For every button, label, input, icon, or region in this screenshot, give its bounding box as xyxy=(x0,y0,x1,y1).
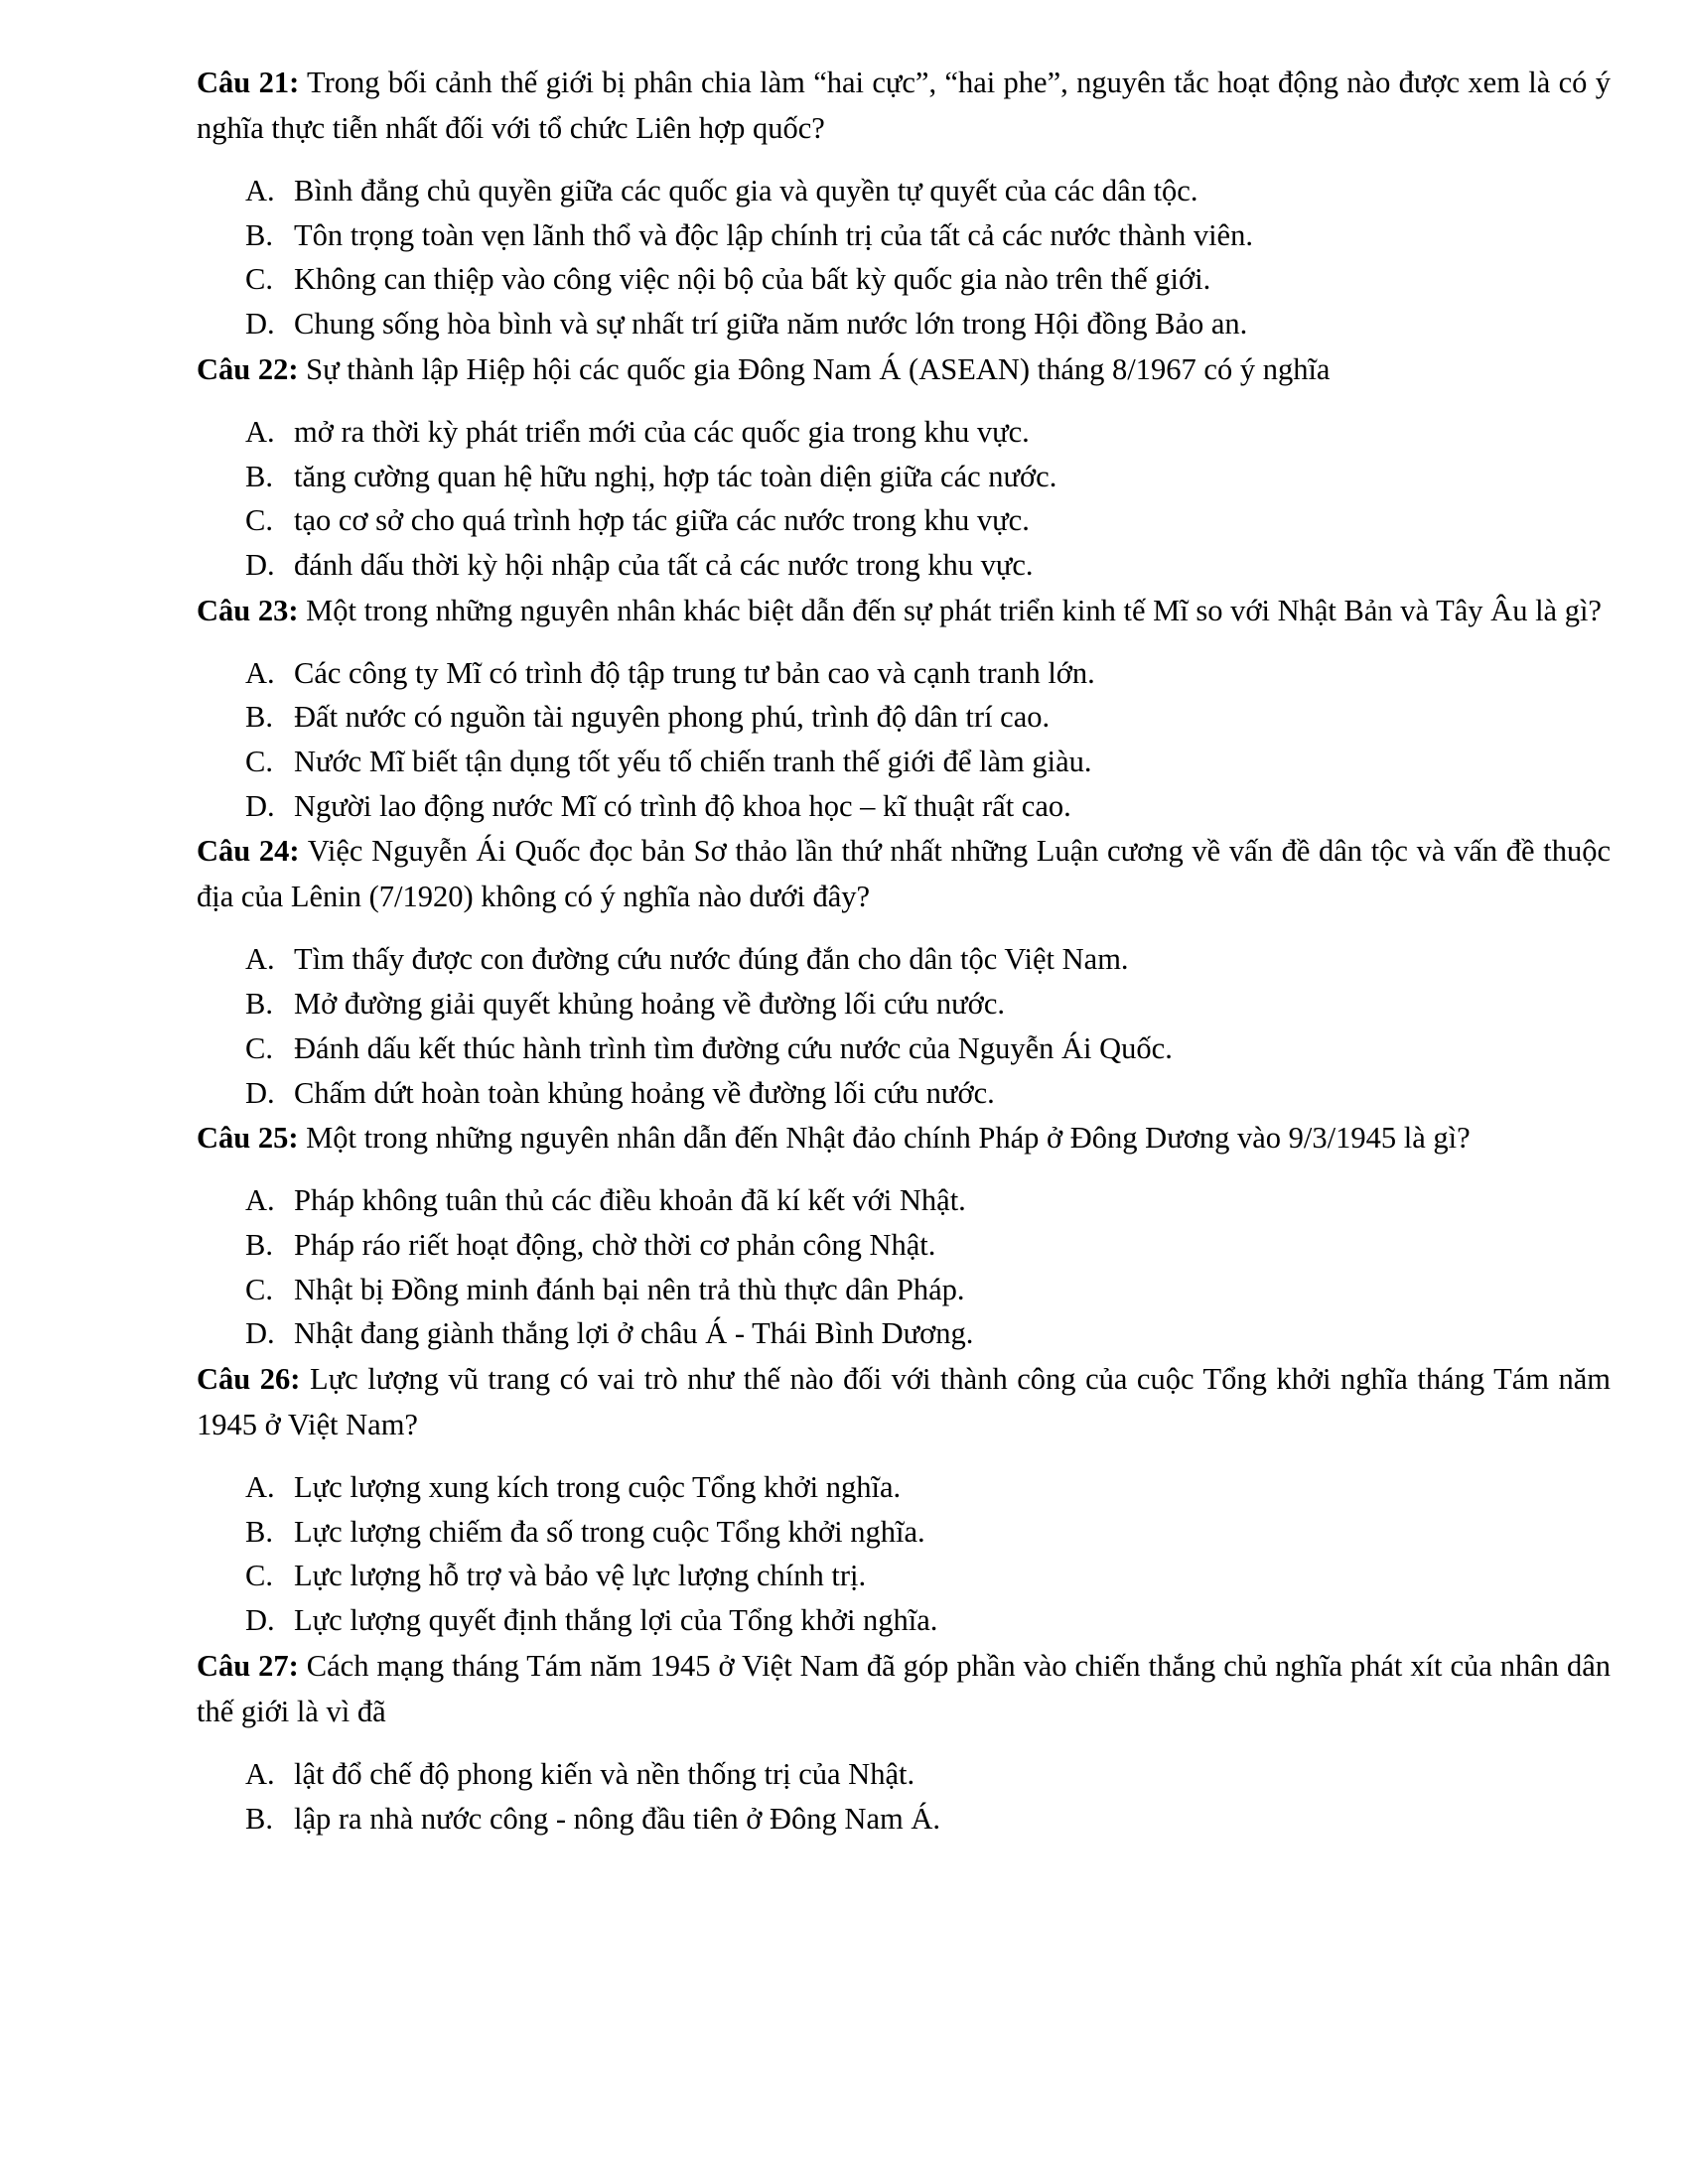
answer-option xyxy=(245,1311,1611,1356)
option-label: B. xyxy=(245,1801,273,1836)
question-stem: Việc Nguyễn Ái Quốc đọc bản Sơ thảo lần thứ nhất những Luận cương về vấn đề dân tộc và vấn đề thuộc địa của Lênin (7/1920) không có ý nghĩa nào dưới đây? xyxy=(197,834,1611,914)
option-label: B. xyxy=(245,1227,273,1262)
question-block xyxy=(197,588,1611,829)
answer-option xyxy=(245,169,1611,213)
answer-option xyxy=(245,784,1611,829)
question-number: Câu 21: xyxy=(197,66,300,99)
option-label: D. xyxy=(245,1075,275,1110)
answer-option xyxy=(245,1598,1611,1643)
question-number: Câu 25: xyxy=(197,1121,299,1156)
answer-option xyxy=(245,1752,1611,1797)
question-stem: Trong bối cảnh thế giới bị phân chia làm “hai cực”, “hai phe”, nguyên tắc hoạt động nào được xem là có ý nghĩa thực tiễn nhất đối với tổ chức Liên hợp quốc? xyxy=(197,66,1611,145)
option-label: D. xyxy=(245,1316,275,1351)
answer-option xyxy=(245,302,1611,346)
option-label: C. xyxy=(245,1272,273,1306)
answer-options xyxy=(197,1178,1611,1356)
question-text xyxy=(197,346,1611,392)
question-text xyxy=(197,588,1611,633)
question-number: Câu 27: xyxy=(197,1648,299,1683)
option-label: A. xyxy=(245,1183,275,1218)
answer-options xyxy=(197,937,1611,1115)
answer-option xyxy=(245,695,1611,740)
answer-option xyxy=(245,1510,1611,1555)
answer-option xyxy=(245,937,1611,982)
question-number: Câu 22: xyxy=(197,351,299,386)
option-text: Chung sống hòa bình và sự nhất trí giữa năm nước lớn trong Hội đồng Bảo an. xyxy=(294,307,1248,341)
answer-option xyxy=(245,740,1611,784)
option-label: A. xyxy=(245,1756,275,1791)
option-text: Đánh dấu kết thúc hành trình tìm đường cứu nước của Nguyễn Ái Quốc. xyxy=(294,1030,1173,1065)
option-label: A. xyxy=(245,414,275,449)
option-label: A. xyxy=(245,174,275,207)
option-text: Pháp không tuân thủ các điều khoản đã kí kết với Nhật. xyxy=(294,1183,966,1218)
option-text: Đất nước có nguồn tài nguyên phong phú, trình độ dân trí cao. xyxy=(294,700,1051,735)
option-label: B. xyxy=(245,987,273,1022)
option-label: C. xyxy=(245,1559,273,1593)
option-text: Các công ty Mĩ có trình độ tập trung tư bản cao và cạnh tranh lớn. xyxy=(294,655,1095,690)
option-label: A. xyxy=(245,655,275,690)
option-label: B. xyxy=(245,459,273,493)
question-block xyxy=(197,346,1611,588)
option-label: C. xyxy=(245,1030,273,1065)
answer-option xyxy=(245,1178,1611,1223)
question-block xyxy=(197,828,1611,1115)
question-stem: Một trong những nguyên nhân dẫn đến Nhật đảo chính Pháp ở Đông Dương vào 9/3/1945 là gì? xyxy=(306,1121,1471,1156)
answer-option xyxy=(245,257,1611,302)
option-label: D. xyxy=(245,788,275,823)
answer-option xyxy=(245,1554,1611,1598)
option-label: D. xyxy=(245,1603,275,1638)
option-text: Tôn trọng toàn vẹn lãnh thổ và độc lập chính trị của tất cả các nước thành viên. xyxy=(294,217,1253,252)
option-text: Nhật đang giành thắng lợi ở châu Á - Thái Bình Dương. xyxy=(294,1316,974,1351)
option-label: C. xyxy=(245,262,273,297)
answer-options xyxy=(197,410,1611,588)
exam-page xyxy=(197,60,1611,1841)
option-label: B. xyxy=(245,700,273,735)
option-label: C. xyxy=(245,745,273,779)
answer-option xyxy=(245,1026,1611,1071)
question-text xyxy=(197,828,1611,919)
question-number: Câu 24: xyxy=(197,834,300,869)
question-block xyxy=(197,1356,1611,1643)
answer-option xyxy=(245,1797,1611,1842)
option-text: mở ra thời kỳ phát triển mới của các quốc gia trong khu vực. xyxy=(294,414,1030,449)
question-stem: Lực lượng vũ trang có vai trò như thế nào đối với thành công của cuộc Tổng khởi nghĩa tháng Tám năm 1945 ở Việt Nam? xyxy=(197,1362,1612,1442)
answer-option xyxy=(245,455,1611,499)
question-stem: Sự thành lập Hiệp hội các quốc gia Đông Nam Á (ASEAN) tháng 8/1967 có ý nghĩa xyxy=(306,351,1331,386)
question-block xyxy=(197,60,1611,346)
question-stem: Cách mạng tháng Tám năm 1945 ở Việt Nam đã góp phần vào chiến thắng chủ nghĩa phát xít của nhân dân thế giới là vì đã xyxy=(197,1648,1611,1728)
option-text: Pháp ráo riết hoạt động, chờ thời cơ phản công Nhật. xyxy=(294,1227,936,1262)
question-number: Câu 23: xyxy=(197,593,299,627)
question-block xyxy=(197,1643,1611,1841)
answer-option xyxy=(245,213,1611,258)
option-label: A. xyxy=(245,1470,275,1505)
question-text xyxy=(197,1356,1611,1447)
answer-option xyxy=(245,1223,1611,1268)
question-stem: Một trong những nguyên nhân khác biệt dẫn đến sự phát triển kinh tế Mĩ so với Nhật Bản và Tây Âu là gì? xyxy=(306,593,1602,627)
option-text: Lực lượng chiếm đa số trong cuộc Tổng khởi nghĩa. xyxy=(294,1514,925,1549)
option-label: D. xyxy=(245,547,275,582)
option-label: B. xyxy=(245,217,273,252)
option-text: lập ra nhà nước công - nông đầu tiên ở Đông Nam Á. xyxy=(294,1801,940,1836)
option-text: đánh dấu thời kỳ hội nhập của tất cả các nước trong khu vực. xyxy=(294,547,1034,582)
option-text: lật đổ chế độ phong kiến và nền thống trị của Nhật. xyxy=(294,1756,915,1791)
option-text: Nước Mĩ biết tận dụng tốt yếu tố chiến tranh thế giới để làm giàu. xyxy=(294,745,1092,779)
answer-option xyxy=(245,1268,1611,1312)
answer-option xyxy=(245,410,1611,455)
option-text: tăng cường quan hệ hữu nghị, hợp tác toàn diện giữa các nước. xyxy=(294,459,1057,493)
answer-option xyxy=(245,1071,1611,1116)
option-text: Không can thiệp vào công việc nội bộ của bất kỳ quốc gia nào trên thế giới. xyxy=(294,262,1211,297)
question-block xyxy=(197,1115,1611,1356)
question-number: Câu 26: xyxy=(197,1362,301,1397)
answer-options xyxy=(197,1465,1611,1643)
option-text: Chấm dứt hoàn toàn khủng hoảng về đường lối cứu nước. xyxy=(294,1075,995,1110)
option-text: Lực lượng xung kích trong cuộc Tổng khởi nghĩa. xyxy=(294,1470,902,1505)
answer-option xyxy=(245,498,1611,543)
answer-options xyxy=(197,169,1611,346)
answer-option xyxy=(245,1465,1611,1510)
answer-options xyxy=(197,651,1611,829)
option-label: C. xyxy=(245,503,273,538)
option-text: Tìm thấy được con đường cứu nước đúng đắn cho dân tộc Việt Nam. xyxy=(294,942,1129,977)
option-label: A. xyxy=(245,942,275,977)
option-label: B. xyxy=(245,1514,273,1549)
question-text xyxy=(197,1643,1611,1734)
option-text: Người lao động nước Mĩ có trình độ khoa học – kĩ thuật rất cao. xyxy=(294,788,1071,823)
option-label: D. xyxy=(245,307,275,341)
answer-option xyxy=(245,651,1611,696)
answer-option xyxy=(245,543,1611,588)
question-text xyxy=(197,60,1611,151)
option-text: Mở đường giải quyết khủng hoảng về đường lối cứu nước. xyxy=(294,987,1005,1022)
question-text xyxy=(197,1115,1611,1160)
option-text: Lực lượng quyết định thắng lợi của Tổng khởi nghĩa. xyxy=(294,1603,938,1638)
option-text: Nhật bị Đồng minh đánh bại nên trả thù thực dân Pháp. xyxy=(294,1272,965,1306)
option-text: Lực lượng hỗ trợ và bảo vệ lực lượng chính trị. xyxy=(294,1559,867,1593)
answer-option xyxy=(245,982,1611,1026)
option-text: Bình đẳng chủ quyền giữa các quốc gia và quyền tự quyết của các dân tộc. xyxy=(294,174,1198,207)
option-text: tạo cơ sở cho quá trình hợp tác giữa các nước trong khu vực. xyxy=(294,503,1030,538)
answer-options xyxy=(197,1752,1611,1841)
